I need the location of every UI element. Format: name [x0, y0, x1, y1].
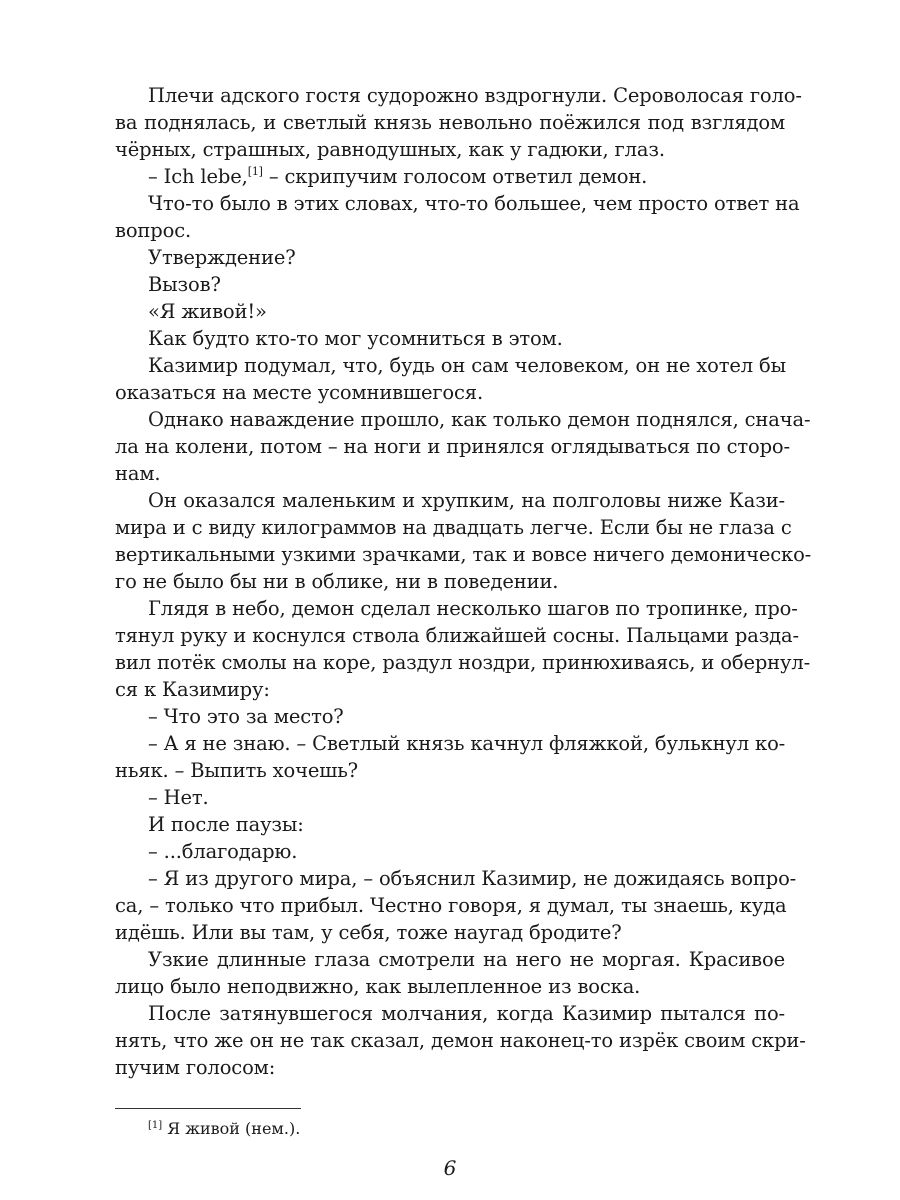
line-text: идёшь. Или вы там, у себя, тоже наугад бродите?: [115, 921, 622, 944]
text-line: [115, 622, 799, 649]
text-line: [115, 649, 811, 676]
line-text: – Нет.: [148, 786, 209, 809]
text-line: [115, 865, 797, 892]
text-line: [115, 379, 785, 406]
text-line: [115, 325, 785, 352]
text-line: [115, 217, 785, 244]
text-line: [115, 136, 785, 163]
line-text: Плечи адского гостя судорожно вздрогнули. Сероволосая голо-: [148, 84, 802, 107]
text-line: [115, 892, 785, 919]
text-line: [115, 541, 812, 568]
text-line: [115, 568, 785, 595]
text-line: [115, 811, 785, 838]
line-text: «Я живой!»: [148, 300, 267, 323]
text-line: [115, 1000, 785, 1027]
text-line: [115, 676, 785, 703]
text-line: [115, 1054, 785, 1081]
text-line: [115, 973, 785, 1000]
text-line: [115, 406, 811, 433]
line-text: После затянувшегося молчания, когда Казимир пытался по-: [148, 1002, 785, 1025]
text-line: [115, 784, 785, 811]
text-line: [115, 838, 785, 865]
line-text: ва поднялась, и светлый князь невольно поёжился под взглядом: [115, 111, 785, 134]
text-line: [115, 271, 785, 298]
line-text: пучим голосом:: [115, 1056, 276, 1079]
text-line: [115, 109, 785, 136]
line-text: – Что это за место?: [148, 705, 344, 728]
text-line: [115, 460, 785, 487]
line-text: ньяк. – Выпить хочешь?: [115, 759, 358, 782]
text-line: [115, 352, 785, 379]
line-text: нять, что же он не так сказал, демон наконец-то изрёк своим скри-: [115, 1029, 806, 1052]
text-line: [115, 487, 785, 514]
page-number: 6: [443, 1156, 457, 1180]
line-text: И после паузы:: [148, 813, 304, 836]
line-text: вопрос.: [115, 219, 192, 242]
text-line: [115, 703, 785, 730]
footnote-divider: [115, 1108, 301, 1109]
line-text: ся к Казимиру:: [115, 678, 270, 701]
line-text: – ...благодарю.: [148, 840, 298, 863]
text-line: [115, 1027, 806, 1054]
line-text: нам.: [115, 462, 161, 485]
line-text: Глядя в небо, демон сделал несколько шагов по тропинке, про-: [148, 597, 798, 620]
text-line: [115, 757, 785, 784]
page-body: [115, 82, 812, 1081]
line-text: – Я из другого мира, – объяснил Казимир, не дожидаясь вопро-: [148, 867, 797, 890]
text-line: [115, 919, 785, 946]
text-line: [115, 190, 800, 217]
text-line: [115, 244, 785, 271]
footnote-marker: [1]: [148, 1120, 163, 1131]
line-text: мира и с виду килограммов на двадцать легче. Если бы не глаза с: [115, 516, 792, 539]
line-text: са, – только что прибыл. Честно говоря, я думал, ты знаешь, куда: [115, 894, 787, 917]
text-line: [115, 298, 785, 325]
line-text: чёрных, страшных, равнодушных, как у гадюки, глаз.: [115, 138, 665, 161]
line-text: Утверждение?: [148, 246, 296, 269]
text-line: [115, 946, 785, 973]
line-text: оказаться на месте усомнившегося.: [115, 381, 483, 404]
footnote-text: Я живой (нем.).: [162, 1119, 301, 1138]
line-text: Казимир подумал, что, будь он сам человеком, он не хотел бы: [148, 354, 786, 377]
line-text: Вызов?: [148, 273, 221, 296]
line-text: ла на колени, потом – на ноги и принялся оглядываться по сторо-: [115, 435, 790, 458]
text-line: [115, 433, 790, 460]
line-text-continued: – скрипучим голосом ответил демон.: [262, 165, 648, 188]
line-text: го не было бы ни в облике, ни в поведении.: [115, 570, 559, 593]
line-text: вертикальными узкими зрачками, так и вовсе ничего демоническо-: [115, 543, 812, 566]
footnote: [148, 1118, 300, 1140]
line-text: – А я не знаю. – Светлый князь качнул фляжкой, булькнул ко-: [148, 732, 786, 755]
line-text: тянул руку и коснулся ствола ближайшей сосны. Пальцами разда-: [115, 624, 799, 647]
text-line: [115, 514, 792, 541]
line-text: Что-то было в этих словах, что-то большее, чем просто ответ на: [148, 192, 800, 215]
line-text: вил потёк смолы на коре, раздул ноздри, принюхиваясь, и обернул-: [115, 651, 811, 674]
line-text: Он оказался маленьким и хрупким, на полголовы ниже Кази-: [148, 489, 785, 512]
text-line: [115, 595, 798, 622]
line-text: Как будто кто-то мог усомниться в этом.: [148, 327, 563, 350]
text-line: [115, 730, 785, 757]
footnote-reference: [1]: [247, 165, 263, 178]
line-text: Узкие длинные глаза смотрели на него не моргая. Красивое: [148, 948, 785, 971]
line-text: лицо было неподвижно, как вылепленное из воска.: [115, 975, 641, 998]
text-line: [115, 163, 785, 190]
line-text: – Ich lebe,: [148, 165, 248, 188]
line-text: Однако наваждение прошло, как только демон поднялся, снача-: [148, 408, 811, 431]
text-line: [115, 82, 802, 109]
